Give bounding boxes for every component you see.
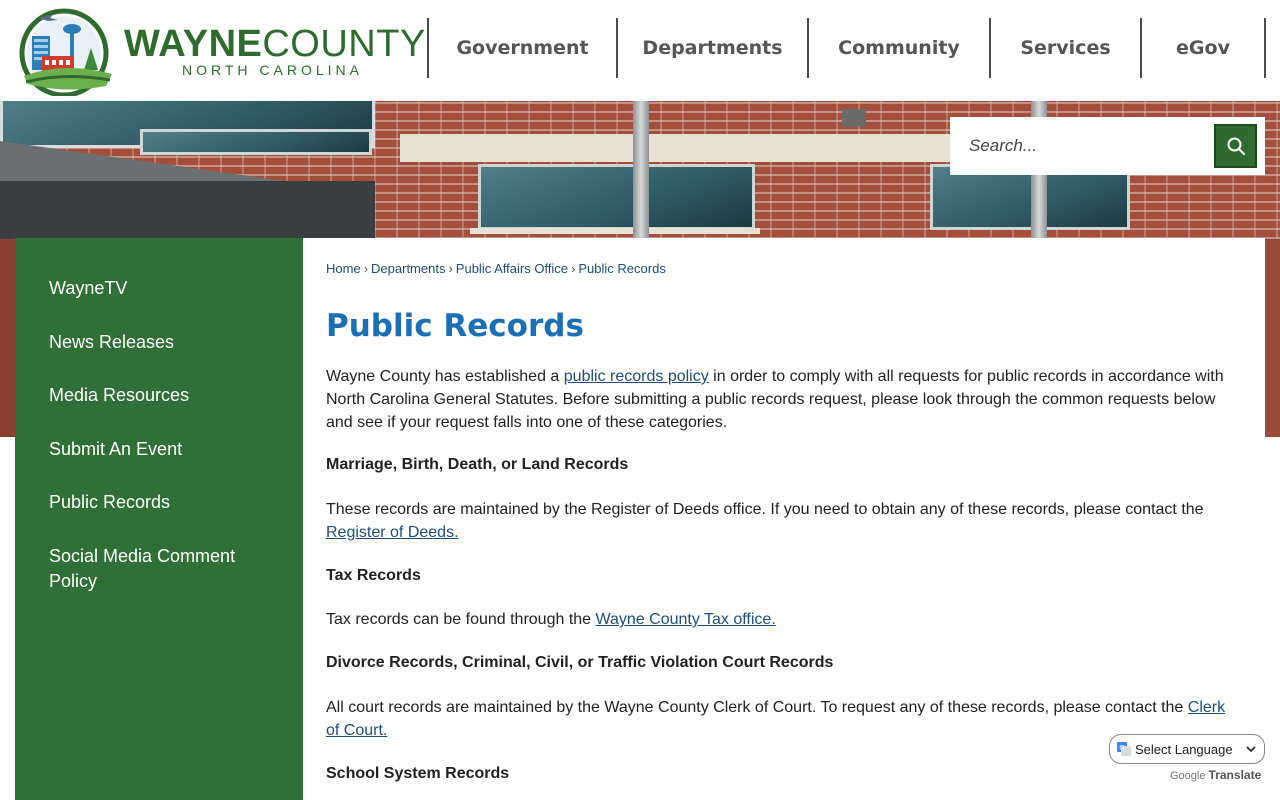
sidebar-item-waynetv[interactable]: WayneTV xyxy=(49,278,128,298)
section-heading-vital-records: Marriage, Birth, Death, or Land Records xyxy=(326,456,629,473)
sidebar-item-submit-an-event[interactable]: Submit An Event xyxy=(49,439,183,459)
nav-services[interactable]: Services xyxy=(989,18,1140,78)
sidebar-item-media-resources[interactable]: Media Resources xyxy=(49,385,190,405)
main-content xyxy=(303,238,1265,800)
google-wordmark: Google xyxy=(1170,770,1206,782)
search-input[interactable] xyxy=(950,117,1212,175)
sidebar-item-social-media-comment-policy[interactable]: Social Media Comment Policy xyxy=(49,546,236,591)
section-text-vital-records: These records are maintained by the Register of Deeds office. If you need to obtain any of these records, please contact the Register of Deeds. xyxy=(326,501,1204,541)
wayne-county-logo[interactable] xyxy=(14,6,424,96)
nav-government[interactable]: Government xyxy=(427,18,616,78)
main-nav xyxy=(427,18,1266,78)
nav-departments[interactable]: Departments xyxy=(616,18,807,78)
chevron-down-icon xyxy=(1246,744,1256,754)
breadcrumb-separator: › xyxy=(571,261,576,276)
breadcrumb-separator: › xyxy=(363,261,369,276)
section-text-tax-records: Tax records can be found through the Wayne County Tax office. xyxy=(326,611,776,628)
section-heading-court-records: Divorce Records, Criminal, Civil, or Traffic Violation Court Records xyxy=(326,654,834,671)
svg-text:G: G xyxy=(1119,744,1125,752)
intro-paragraph: Wayne County has established a public records policy in order to comply with all requests for public records in accordance with North Carolina General Statutes. Before submitting a public records request, please look through the common requests below and see if your request falls into one of these categories. xyxy=(326,368,1224,431)
sidebar-nav xyxy=(15,238,303,800)
page-title: Public Records xyxy=(326,308,584,344)
section-heading-school-records: School System Records xyxy=(326,765,510,782)
translate-word: Translate xyxy=(1208,768,1262,782)
section-text-court-records: All court records are maintained by the Wayne County Clerk of Court. To request any of these records, please contact the Clerk of Court. xyxy=(326,699,1226,739)
nav-egov[interactable]: eGov xyxy=(1140,18,1266,78)
tax-office-link[interactable]: Wayne County Tax office. xyxy=(595,611,776,628)
public-records-policy-link[interactable]: public records policy xyxy=(563,368,709,385)
language-select-label: Select Language xyxy=(1135,741,1233,757)
site-search xyxy=(950,117,1265,175)
county-emblem-icon xyxy=(14,6,118,96)
site-header xyxy=(0,0,1280,101)
breadcrumb-public-affairs-office[interactable]: Public Affairs Office xyxy=(455,261,569,276)
breadcrumb-separator: › xyxy=(448,261,453,276)
sidebar-item-public-records[interactable]: Public Records xyxy=(49,492,171,512)
breadcrumb-public-records[interactable]: Public Records xyxy=(578,261,666,276)
google-translate-icon xyxy=(1116,741,1132,757)
breadcrumb xyxy=(326,261,666,276)
language-select[interactable] xyxy=(1109,734,1265,764)
search-icon xyxy=(1226,136,1246,156)
register-of-deeds-link[interactable]: Register of Deeds. xyxy=(326,524,459,541)
section-heading-tax-records: Tax Records xyxy=(326,567,421,584)
nav-community[interactable]: Community xyxy=(807,18,989,78)
clerk-of-court-link[interactable]: Clerk of Court. xyxy=(326,699,1226,739)
breadcrumb-departments[interactable]: Departments xyxy=(371,261,446,276)
powered-by-google-translate xyxy=(1170,768,1261,782)
search-button[interactable] xyxy=(1214,124,1257,168)
logo-title: WAYNECOUNTY xyxy=(124,23,426,65)
sidebar-item-news-releases[interactable]: News Releases xyxy=(49,332,175,352)
breadcrumb-home[interactable]: Home xyxy=(326,261,361,276)
logo-subtitle: NORTH CAROLINA xyxy=(182,62,363,78)
